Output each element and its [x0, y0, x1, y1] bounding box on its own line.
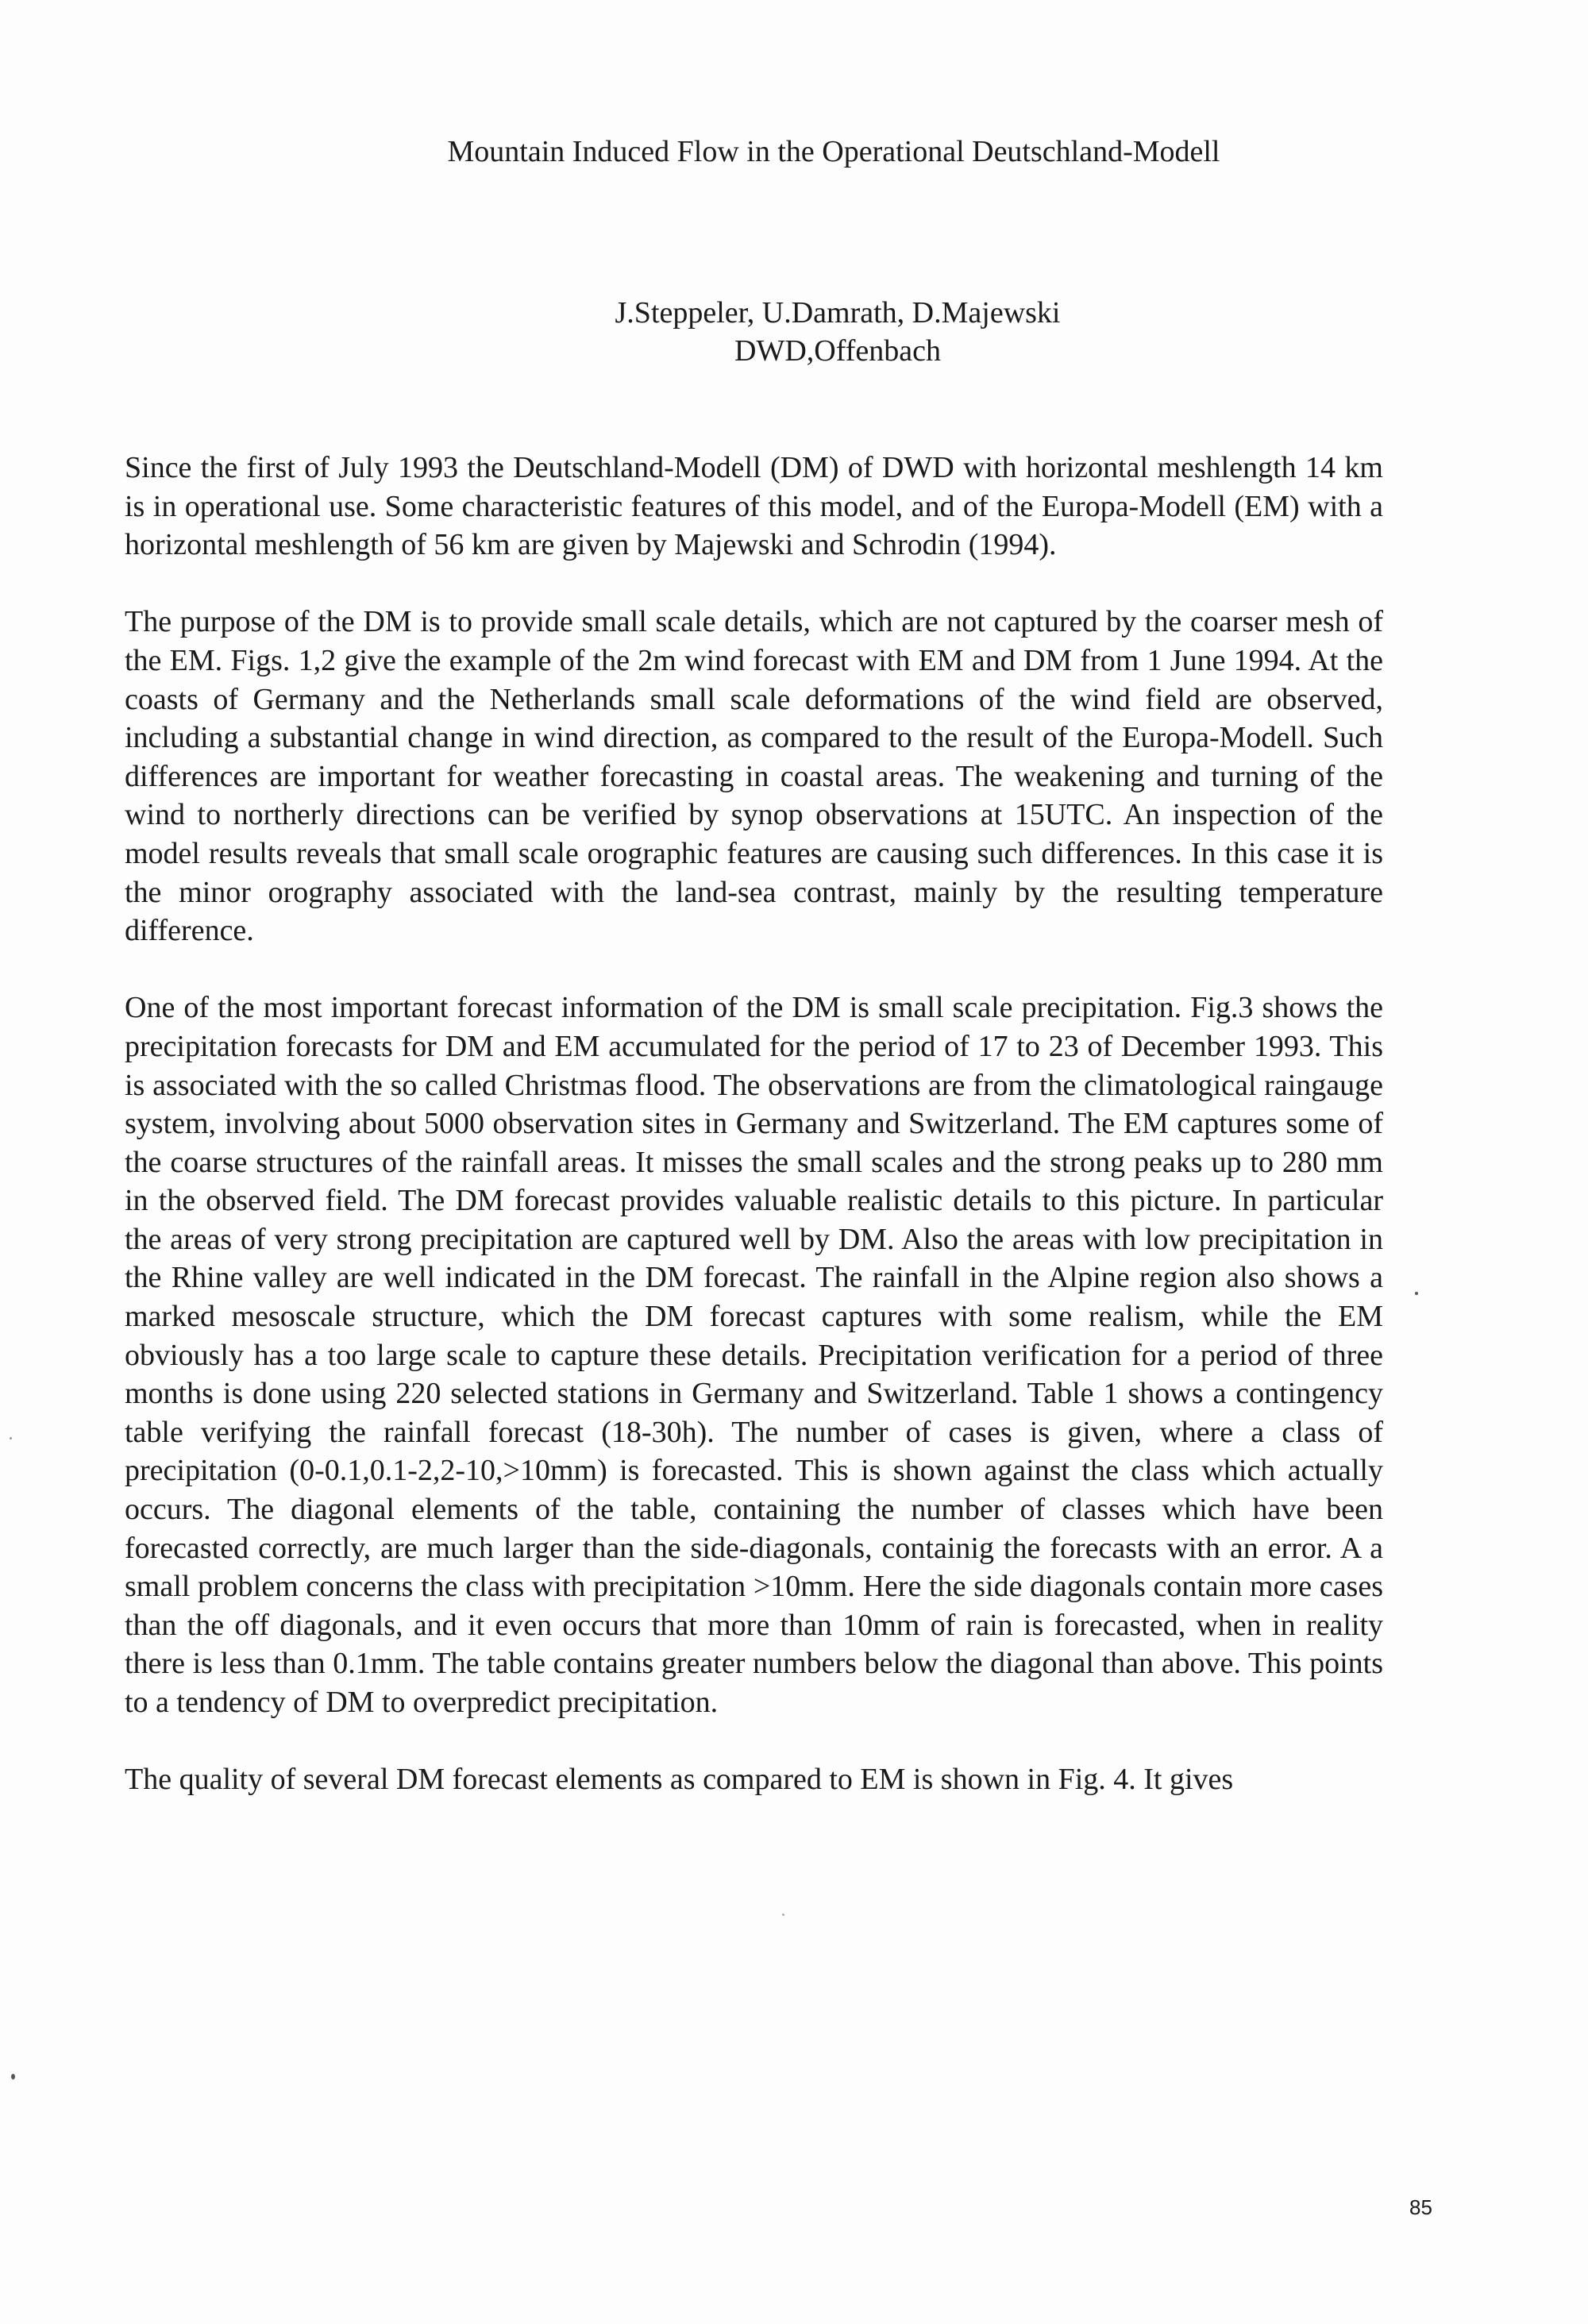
paragraph-1: Since the first of July 1993 the Deutschland-Modell (DM) of DWD with horizontal meshlength 14 km is in operational use. Some characteristic features of this model, and of the Europa-Modell (EM) with a horizontal meshlength of 56 km are given by Majewski and Schrodin (1994). [125, 451, 1383, 562]
paper-title: Mountain Induced Flow in the Operational Deutschland-Modell [447, 135, 1220, 168]
author-names: J.Steppeler, U.Damrath, D.Majewski [615, 296, 1061, 330]
paragraph-3: One of the most important forecast information of the DM is small scale precipitation. Fig.3 shows the precipitation forecasts for DM and EM accumulated for the period of 17 to 23 of December 1993. This is associated with the so called Christmas flood. The observations are from the climatological raingauge system, involving about 5000 observation sites in Germany and Switzerland. The EM captures some of the coarse structures of the rainfall areas. It misses the small scales and the strong peaks up to 280 mm in the observed field. The DM forecast provides valuable realistic details to this picture. In particular the areas of very strong precipitation are captured well by DM. Also the areas with low precipitation in the Rhine valley are well indicated in the DM forecast. The rainfall in the Alpine region also shows a marked mesoscale structure, which the DM forecast captures with some realism, while the EM obviously has a too large scale to capture these details. Precipitation verification for a period of three months is done using 220 selected stations in Germany and Switzerland. Table 1 shows a contingency table verifying the rainfall forecast (18-30h). The number of cases is given, where a class of precipitation (0-0.1,0.1-2,2-10,>10mm) is forecasted. This is shown against the class which actually occurs. The diagonal elements of the table, containing the number of classes which have been forecasted correctly, are much larger than the side-diagonals, containig the forecasts with an error. A a small problem concerns the class with precipitation >10mm. Here the side diagonals contain more cases than the off diagonals, and it even occurs that more than 10mm of rain is forecasted, when in reality there is less than 0.1mm. The table contains greater numbers below the diagonal than above. This points to a tendency of DM to overpredict precipitation. [125, 991, 1383, 1719]
page-number: 85 [1409, 2195, 1432, 2219]
scan-speck [782, 1914, 784, 1916]
author-affiliation: DWD,Offenbach [734, 334, 941, 368]
scan-speck [11, 2074, 15, 2079]
author-block [0, 294, 1588, 370]
paragraph-4: The quality of several DM forecast elements as compared to EM is shown in Fig. 4. It gives [125, 1763, 1234, 1797]
body-text [125, 449, 1383, 1799]
paragraph-2: The purpose of the DM is to provide small scale details, which are not captured by the coarser mesh of the EM. Figs. 1,2 give the example of the 2m wind forecast with EM and DM from 1 June 1994. At the coasts of Germany and the Netherlands small scale deformations of the wind field are observed, including a substantial change in wind direction, as compared to the result of the Europa-Modell. Such differences are important for weather forecasting in coastal areas. The weakening and turning of the wind to northerly directions can be verified by synop observations at 15UTC. An inspection of the model results reveals that small scale orographic features are causing such differences. In this case it is the minor orography associated with the land-sea contrast, mainly by the resulting temperature difference. [125, 605, 1383, 948]
scan-speck [10, 1437, 12, 1439]
scan-speck [1415, 1292, 1418, 1295]
